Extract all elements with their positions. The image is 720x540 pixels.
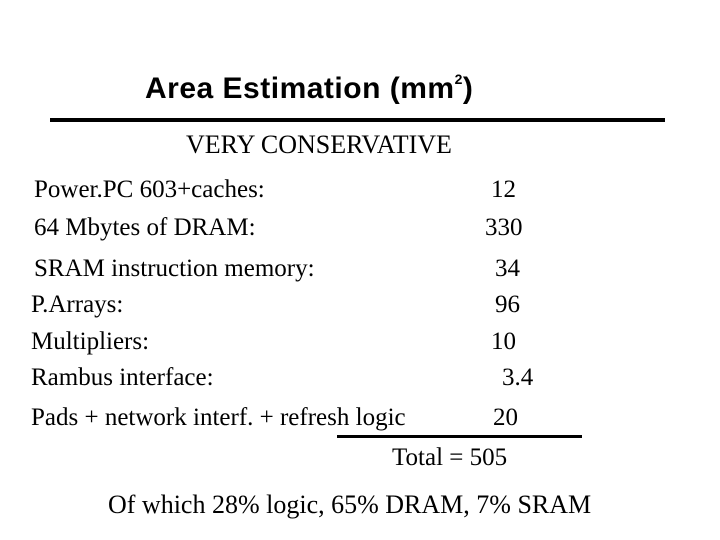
summary-text: Of which 28% logic, 65% DRAM, 7% SRAM <box>108 490 592 519</box>
title-superscript: 2 <box>454 71 463 87</box>
subtitle: VERY CONSERVATIVE <box>186 130 452 159</box>
item-label-pads: Pads + network interf. + refresh logic <box>31 404 406 431</box>
item-value-parrays: 96 <box>495 291 520 318</box>
item-label-sram: SRAM instruction memory: <box>34 255 315 282</box>
title-underline <box>50 118 665 122</box>
item-label-parrays: P.Arrays: <box>31 291 124 318</box>
item-label-dram: 64 Mbytes of DRAM: <box>34 214 256 241</box>
item-value-pads: 20 <box>493 404 518 431</box>
item-label-powerpc: Power.PC 603+caches: <box>34 176 265 203</box>
item-value-multipliers: 10 <box>491 328 516 355</box>
slide-title <box>145 72 473 106</box>
item-label-multipliers: Multipliers: <box>31 328 150 355</box>
item-value-rambus: 3.4 <box>502 364 534 391</box>
item-label-rambus: Rambus interface: <box>31 364 214 391</box>
total-text: Total = 505 <box>392 444 508 471</box>
title-close: ) <box>462 72 474 105</box>
item-value-sram: 34 <box>495 255 520 282</box>
title-text: Area Estimation (mm <box>145 72 455 105</box>
total-underline <box>337 435 582 438</box>
item-value-dram: 330 <box>485 214 523 241</box>
item-value-powerpc: 12 <box>491 176 516 203</box>
